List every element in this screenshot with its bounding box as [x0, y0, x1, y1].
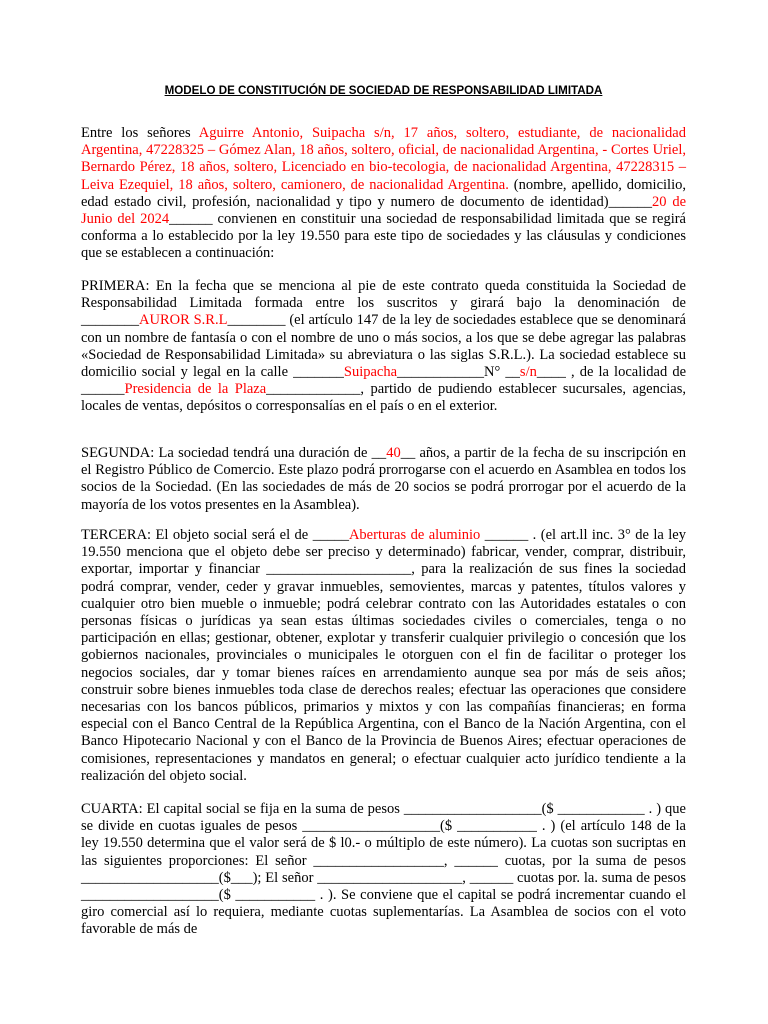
- clause-text: ______ . (el art.ll inc. 3° de la ley 19.550 menciona que el objeto debe ser preciso y determinado) fabricar, vender, comprar, distribuir, exportar, importar y financiar ____________________, para la realización de sus fines la sociedad podrá comprar, vender, ceder y gravar inmuebles, semovientes, marcas y patentes, títulos valores y cualquier otro bien mueble o inmueble; podrá celebrar contrato con las Autoridades estatales o con personas físicas o jurídicas ya sean estas últimas sociedades civiles o comerciales, tenga o no participación en ellas; gestionar, obtener, explotar y transferir cualquier privilegio o concesión que los gobiernos nacionales, provinciales o municipales le otorguen con el fin de facilitar o proteger los negocios sociales, dar y tomar bienes raíces en arrendamiento aunque sea por más de seis años; construir sobre bienes inmuebles toda clase de derechos reales; efectuar las operaciones que considere necesarias con los bancos públicos, primarios y mixtos y con las compañías financieras; en forma especial con el Banco Central de la República Argentina, con el Banco de la Nación Argentina, con el Banco Hipotecario Nacional y con el Banco de la Provincia de Buenos Aires; efectuar operaciones de comisiones, representaciones y mandatos en general; o efectuar cualquier acto jurídico tendiente a la realización del objeto social.: [81, 527, 686, 784]
- clause-tercera: [81, 527, 686, 785]
- street-number-filled-field: s/n: [519, 364, 537, 381]
- street-filled-field: Suipacha: [343, 364, 398, 381]
- clause-text: SEGUNDA: La sociedad tendrá una duración de __: [81, 445, 387, 461]
- intro-paragraph: [81, 125, 686, 263]
- locality-filled-field: Presidencia de la Plaza: [124, 381, 267, 398]
- clause-text: _____________, partido de pudiendo establecer sucursales, agencias, locales de ventas, depósitos o corresponsalías en el país o en el exterior.: [81, 381, 686, 415]
- partners-filled-field: Aguirre Antonio, Suipacha s/n, 17 años, soltero, estudiante, de nacionalidad Argentina, 47228325 – Gómez Alan, 18 años, soltero, oficial, de nacionalidad Argentina, - Cortes Uriel, Bernardo Pérez, 18 años, soltero, Licenciado en bio-tecologia, de nacionalidad Argentina, 47228315 – Leiva Ezequiel, 18 años, soltero, camionero, de nacionalidad Argentina.: [81, 125, 686, 193]
- clause-text: ____________N° __: [397, 364, 520, 381]
- company-name-filled-field: AUROR S.R.L: [139, 312, 228, 329]
- duration-filled-field: 40: [386, 445, 401, 461]
- clause-segunda: [81, 445, 686, 514]
- intro-text: (nombre, apellido, domicilio, edad estado civil, profesión, nacionalidad y tipo y numero de documento de identidad)______: [81, 176, 686, 210]
- clause-cuarta: [81, 801, 686, 939]
- business-object-filled-field: Aberturas de aluminio: [348, 527, 481, 543]
- intro-text: Entre los señores: [81, 125, 199, 141]
- clause-primera: [81, 278, 686, 416]
- clause-text: ________ (el artículo 147 de la ley de sociedades establece que se denominará con un nombre de fantasía o con el nombre de uno o más socios, a los que se debe agregar las palabras «Sociedad de Responsabilidad Limitada» su abreviatura o las siglas S.R.L.). La sociedad establece su domicilio social y legal en la calle _______: [81, 312, 686, 381]
- clause-text: PRIMERA: En la fecha que se menciona al pie de este contrato queda constituida la Sociedad de Responsabilidad Limitada formada entre los suscritos y girará bajo la denominación de ________: [81, 278, 686, 329]
- document-title: MODELO DE CONSTITUCIÓN DE SOCIEDAD DE RESPONSABILIDAD LIMITADA: [164, 84, 603, 97]
- intro-text: ______ convienen en constituir una sociedad de responsabilidad limitada que se regirá conforma a lo establecido por la ley 19.550 para este tipo de sociedades y las cláusulas y condiciones que se establecen a continuación:: [81, 211, 686, 262]
- date-filled-field: 20 de Junio del 2024: [81, 193, 687, 228]
- clause-text: CUARTA: El capital social se fija en la suma de pesos ___________________($ ____________ . ) que se divide en cuotas iguales de pesos ___________________($ ___________ . ) (el artículo 148 de la ley 19.550 determina que el valor será de $ l0.- o múltiplo de este número). La cuotas son sucriptas en las siguientes proporciones: El señor __________________, ______ cuotas, por la suma de pesos ___________________($___); El señor ____________________, ______ cuotas por. la. suma de pesos ___________________($ ___________ . ). Se conviene que el capital se podrá incrementar cuando el giro comercial así lo requiera, mediante cuotas suplementarías. La Asamblea de socios con el voto favorable de más de: [81, 801, 686, 938]
- clause-text: TERCERA: El objeto social será el de _____: [81, 527, 349, 543]
- clause-text: ____ , de la localidad de ______: [81, 364, 687, 398]
- clause-text: __ años, a partir de la fecha de su inscripción en el Registro Público de Comercio. Este plazo podrá prorrogarse con el acuerdo en Asamblea en todos los socios de la Sociedad. (En las sociedades de más de 20 socios se podrá prorrogar por el acuerdo de la mayoría de los votos presentes en la Asamblea).: [81, 445, 686, 513]
